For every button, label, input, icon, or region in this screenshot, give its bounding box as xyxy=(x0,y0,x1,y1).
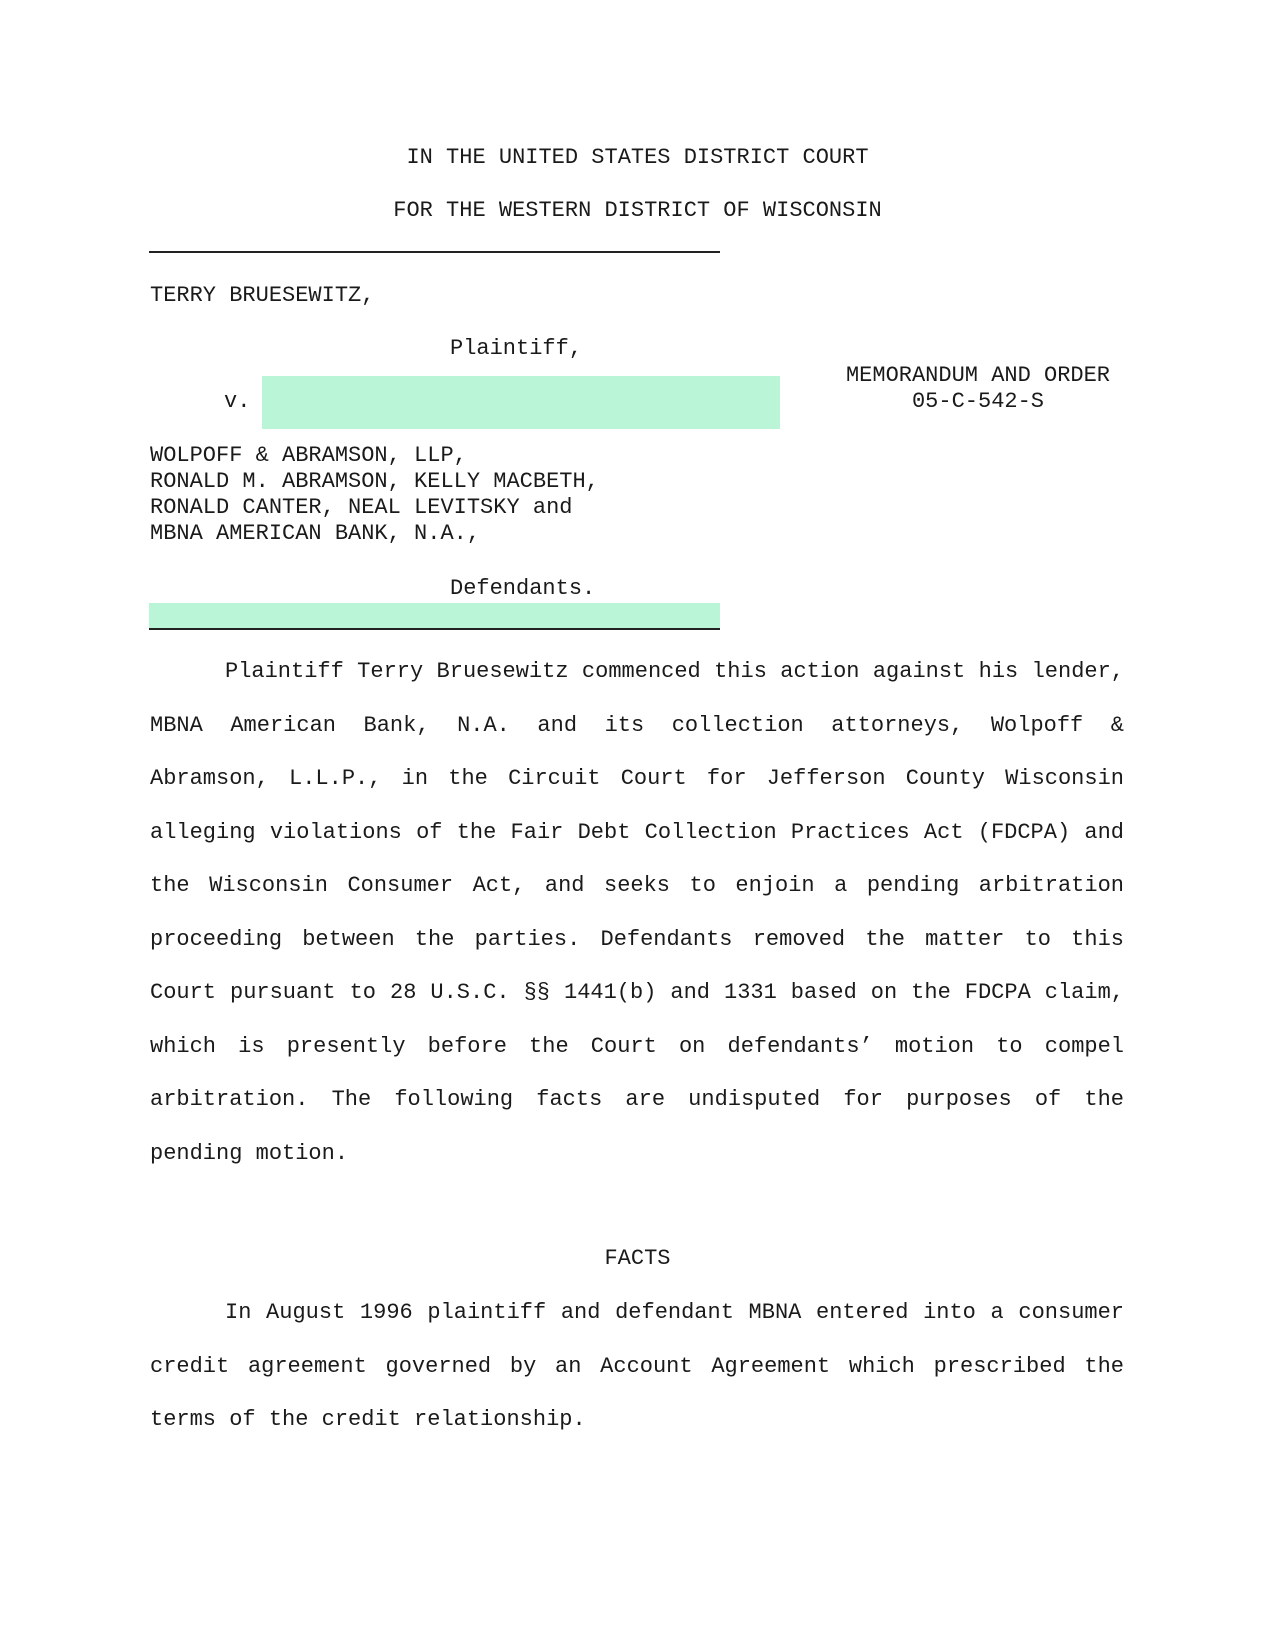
defendant-line: RONALD CANTER, NEAL LEVITSKY and xyxy=(150,495,573,520)
plaintiff-name: TERRY BRUESEWITZ, xyxy=(150,283,375,308)
case-number: 05-C-542-S xyxy=(911,389,1045,414)
plaintiff-role: Plaintiff, xyxy=(450,336,583,361)
highlight-caption-bottom-band xyxy=(149,603,720,629)
facts-paragraph: In August 1996 plaintiff and defendant MBNA entered into a consumer credit agreement governed by an Account Agreement which prescribed the terms of the credit relationship. xyxy=(150,1300,1124,1432)
facts-heading: FACTS xyxy=(604,1246,671,1271)
defendant-line: WOLPOFF & ABRAMSON, LLP, xyxy=(150,443,467,468)
court-name-line2: FOR THE WESTERN DISTRICT OF WISCONSIN xyxy=(393,198,882,223)
court-name-line1: IN THE UNITED STATES DISTRICT COURT xyxy=(406,145,869,170)
defendant-line: RONALD M. ABRAMSON, KELLY MACBETH, xyxy=(150,469,599,494)
intro-paragraph: Plaintiff Terry Bruesewitz commenced this action against his lender, MBNA American Bank, N.A. and its collection attorneys, Wolpoff & Abramson, L.L.P., in the Circuit Court for Jefferson County Wisconsin alleging violations of the Fair Debt Collection Practices Act (FDCPA) and the Wisconsin Consumer Act, and seeks to enjoin a pending arbitration proceeding between the parties. Defendants removed the matter to this Court pursuant to 28 U.S.C. §§ 1441(b) and 1331 based on the FDCPA claim, which is presently before the Court on defendants’ motion to compel arbitration. The following facts are undisputed for purposes of the pending motion. xyxy=(150,659,1124,1166)
defendant-role: Defendants. xyxy=(450,576,596,601)
defendant-line: MBNA AMERICAN BANK, N.A., xyxy=(150,521,481,546)
caption-bottom-rule xyxy=(149,628,720,630)
versus-label: v. xyxy=(224,389,251,414)
highlight-versus-band xyxy=(262,376,780,429)
document-type: MEMORANDUM AND ORDER xyxy=(845,363,1111,388)
caption-top-rule xyxy=(149,251,720,253)
